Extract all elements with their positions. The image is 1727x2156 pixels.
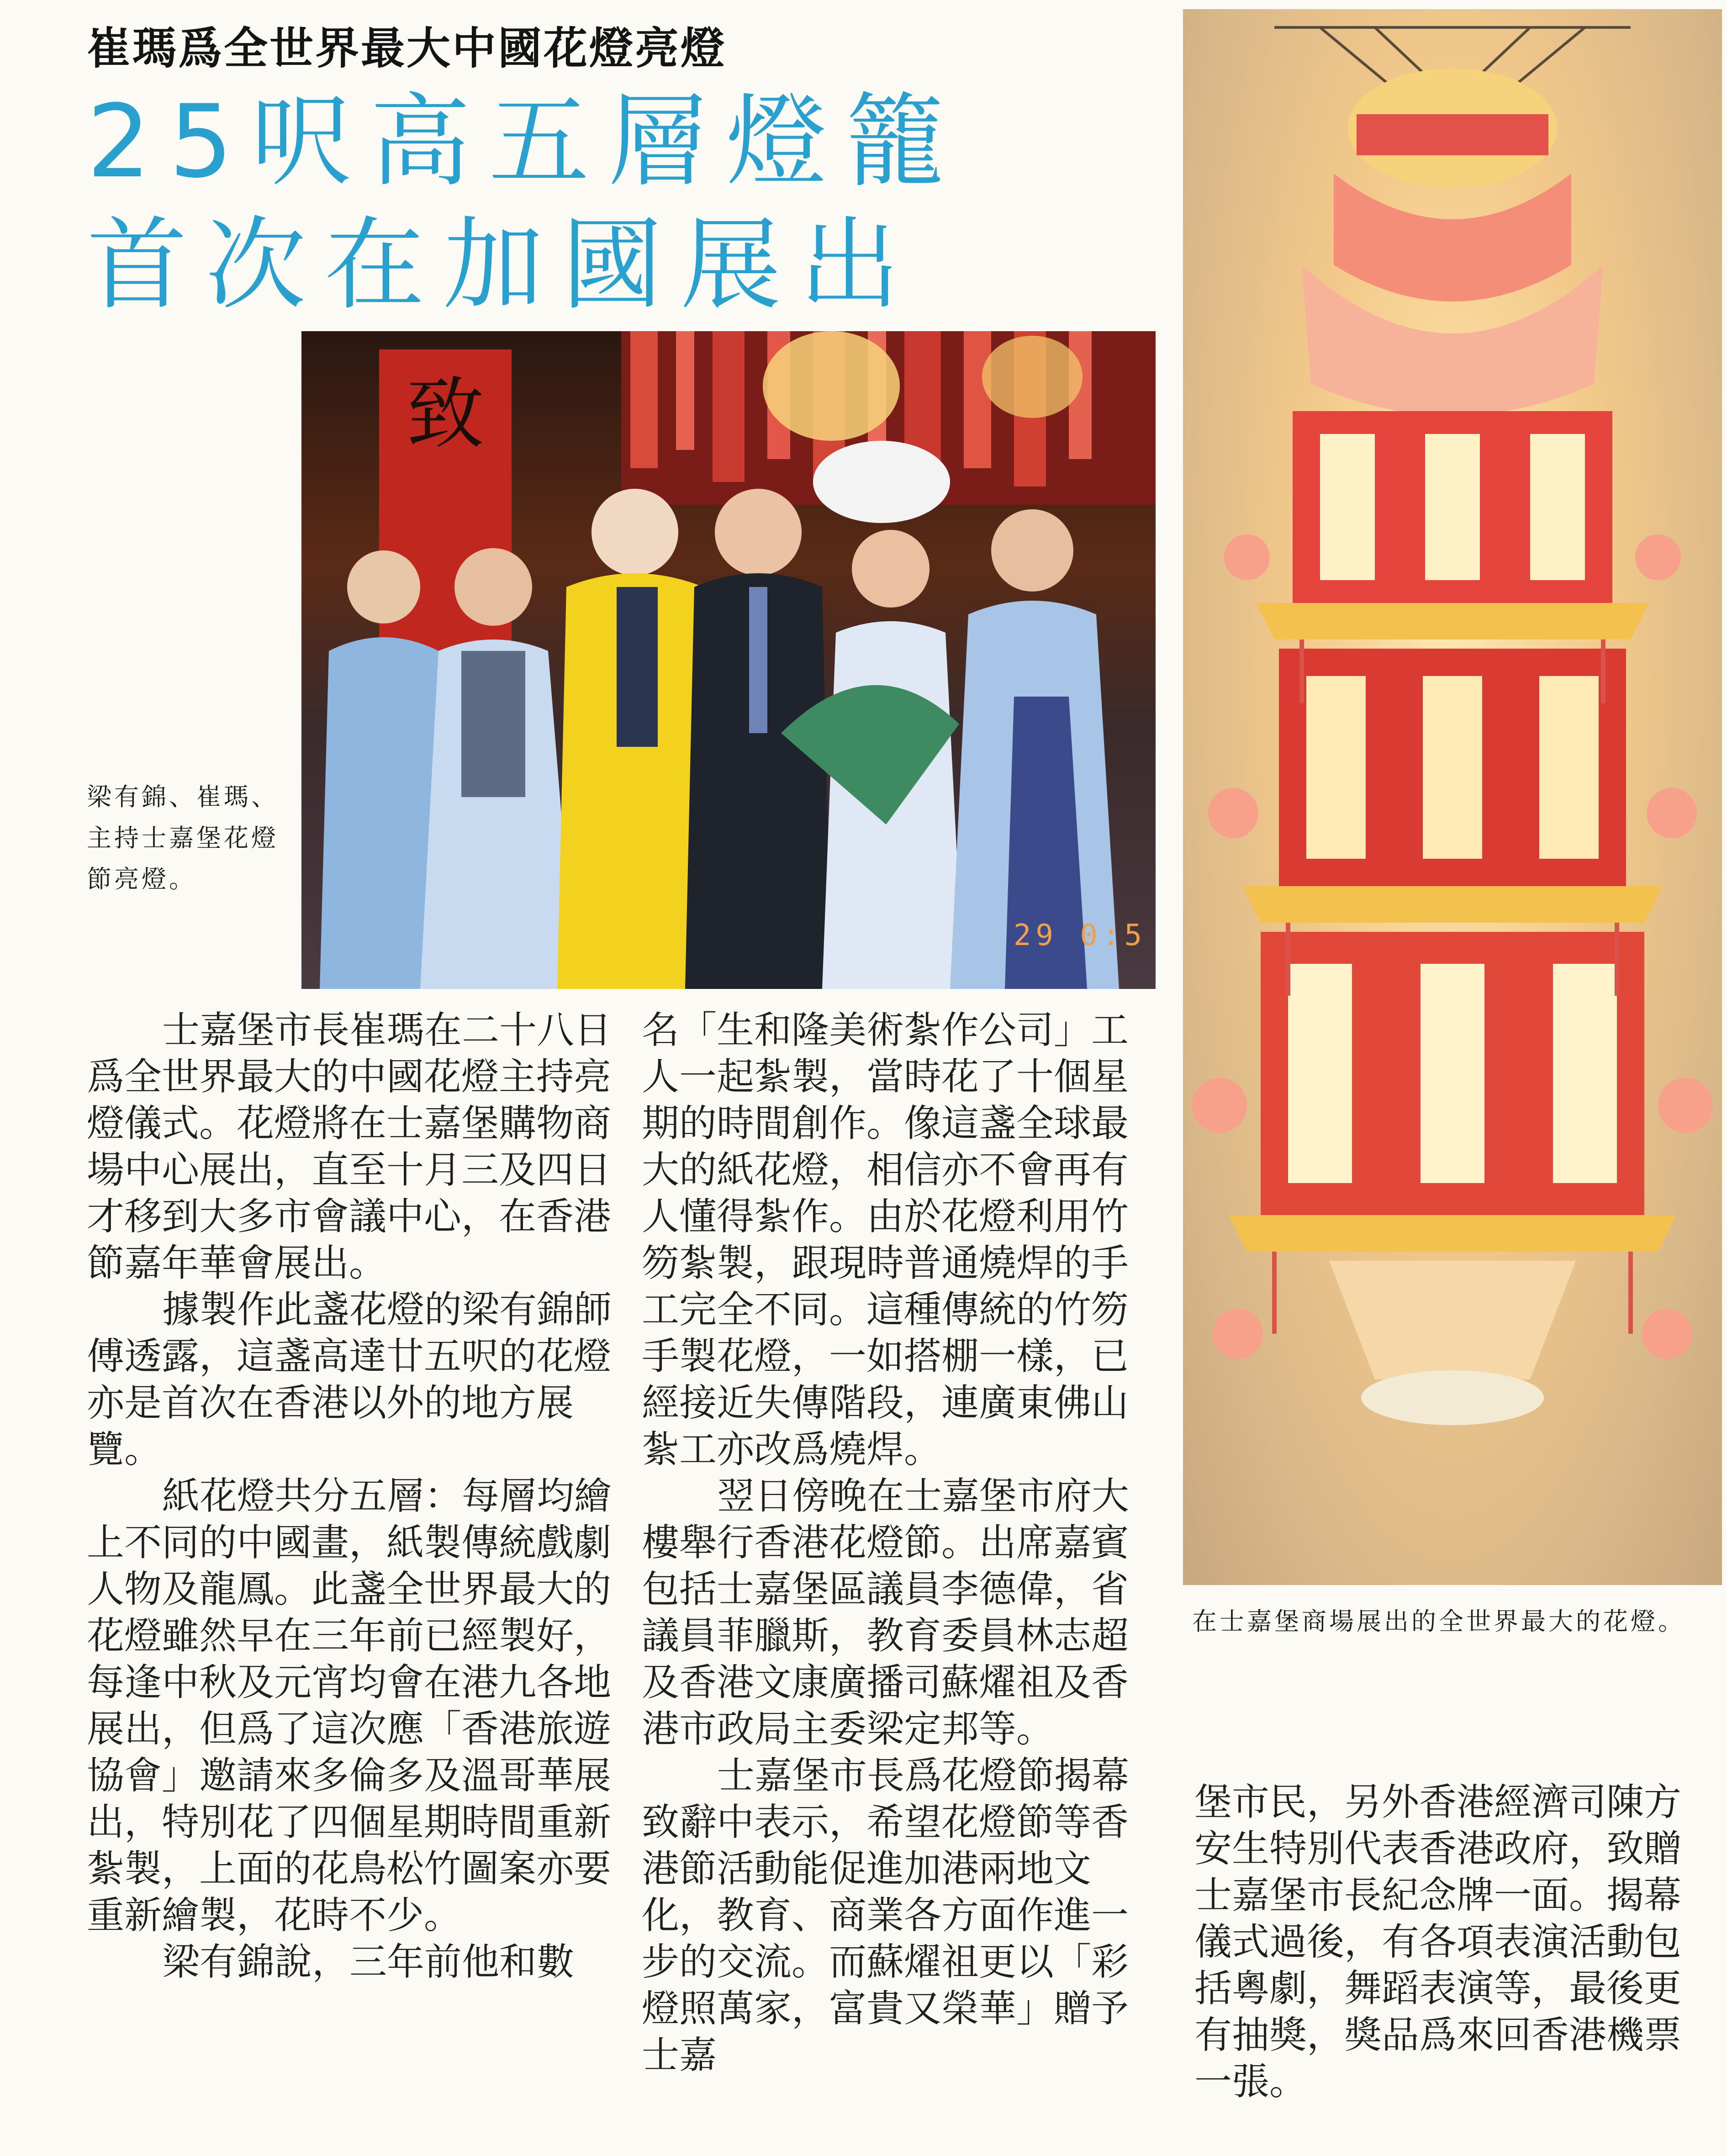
headline-line-1: 25呎高五層燈籠 <box>87 83 964 200</box>
article-paragraph-continued: 堡市民，另外香港經濟司陳方安生特別代表香港政府，致贈士嘉堡市長紀念牌一面。揭幕儀式過後，有各項表演活動包括粵劇，舞蹈表演等，最後更有抽獎，獎品爲來回香港機票一張。 <box>1194 1781 1682 2103</box>
article-paragraph: 士嘉堡市長爲花燈節揭幕致辭中表示，希望花燈節等香港節活動能促進加港兩地文化，教育、商業各方面作進一步的交流。而蘇燿祖更以「彩燈照萬家，富貴又榮華」贈予士嘉 <box>642 1754 1130 2077</box>
kicker-headline: 崔瑪爲全世界最大中國花燈亮燈 <box>87 23 726 74</box>
ceremony-photo-illustration <box>301 331 1156 989</box>
giant-lantern-illustration <box>1183 9 1722 1585</box>
banner-character: 致 <box>406 369 485 460</box>
headline-line-2: 首次在加國展出 <box>87 206 919 323</box>
article-column-2 <box>642 1007 1162 2079</box>
photo2-caption: 在士嘉堡商場展出的全世界最大的花燈。 <box>1192 1607 1685 1636</box>
giant-lantern-photo <box>1183 9 1722 1585</box>
article-paragraph: 翌日傍晚在士嘉堡市府大樓舉行香港花燈節。出席嘉賓包括士嘉堡區議員李德偉，省議員菲臘斯，教育委員林志超及香港文康廣播司蘇燿祖及香港市政局主委梁定邦等。 <box>642 1474 1130 1751</box>
lantern-tiers <box>1229 69 1676 1425</box>
photo-timestamp: 29 0:5 <box>1013 919 1146 952</box>
article-paragraph: 紙花燈共分五層：每層均繪上不同的中國畫，紙製傳統戲劇人物及龍鳳。此盞全世界最大的花燈雖然早在三年前已經製好，每逢中秋及元宵均會在港九各地展出，但爲了這次應「香港旅遊協會」邀請來多倫多及溫哥華展出，特別花了四個星期時間重新紮製，上面的花鳥松竹圖案亦要重新繪製，花時不少。 <box>87 1474 612 1937</box>
article-column-1 <box>87 1007 617 1986</box>
article-paragraph-continued: 名「生和隆美術紮作公司」工人一起紮製，當時花了十個星期的時間創作。像這盞全球最大的紙花燈，相信亦不會再有人懂得紮作。由於花燈利用竹笏紮製，跟現時普通燒焊的手工完全不同。這種傳統的竹笏手製花燈，一如搭棚一樣，已經接近失傳階段，連廣東佛山紮工亦改爲燒焊。 <box>642 1009 1129 1471</box>
article-paragraph: 士嘉堡市長崔瑪在二十八日爲全世界最大的中國花燈主持亮燈儀式。花燈將在士嘉堡購物商場中心展出，直至十月三及四日才移到大多市會議中心，在香港節嘉年華會展出。 <box>87 1009 612 1285</box>
article-paragraph: 據製作此盞花燈的梁有錦師傅透露，這盞高達廿五呎的花燈亦是首次在香港以外的地方展覽。 <box>87 1288 612 1471</box>
article-paragraph: 梁有錦說，三年前他和數 <box>162 1940 575 1984</box>
article-column-3 <box>1194 1779 1711 2105</box>
ceremony-photo <box>301 331 1156 989</box>
photo1-caption: 梁有錦、崔瑪、主持士嘉堡花燈節亮燈。 <box>87 782 279 893</box>
